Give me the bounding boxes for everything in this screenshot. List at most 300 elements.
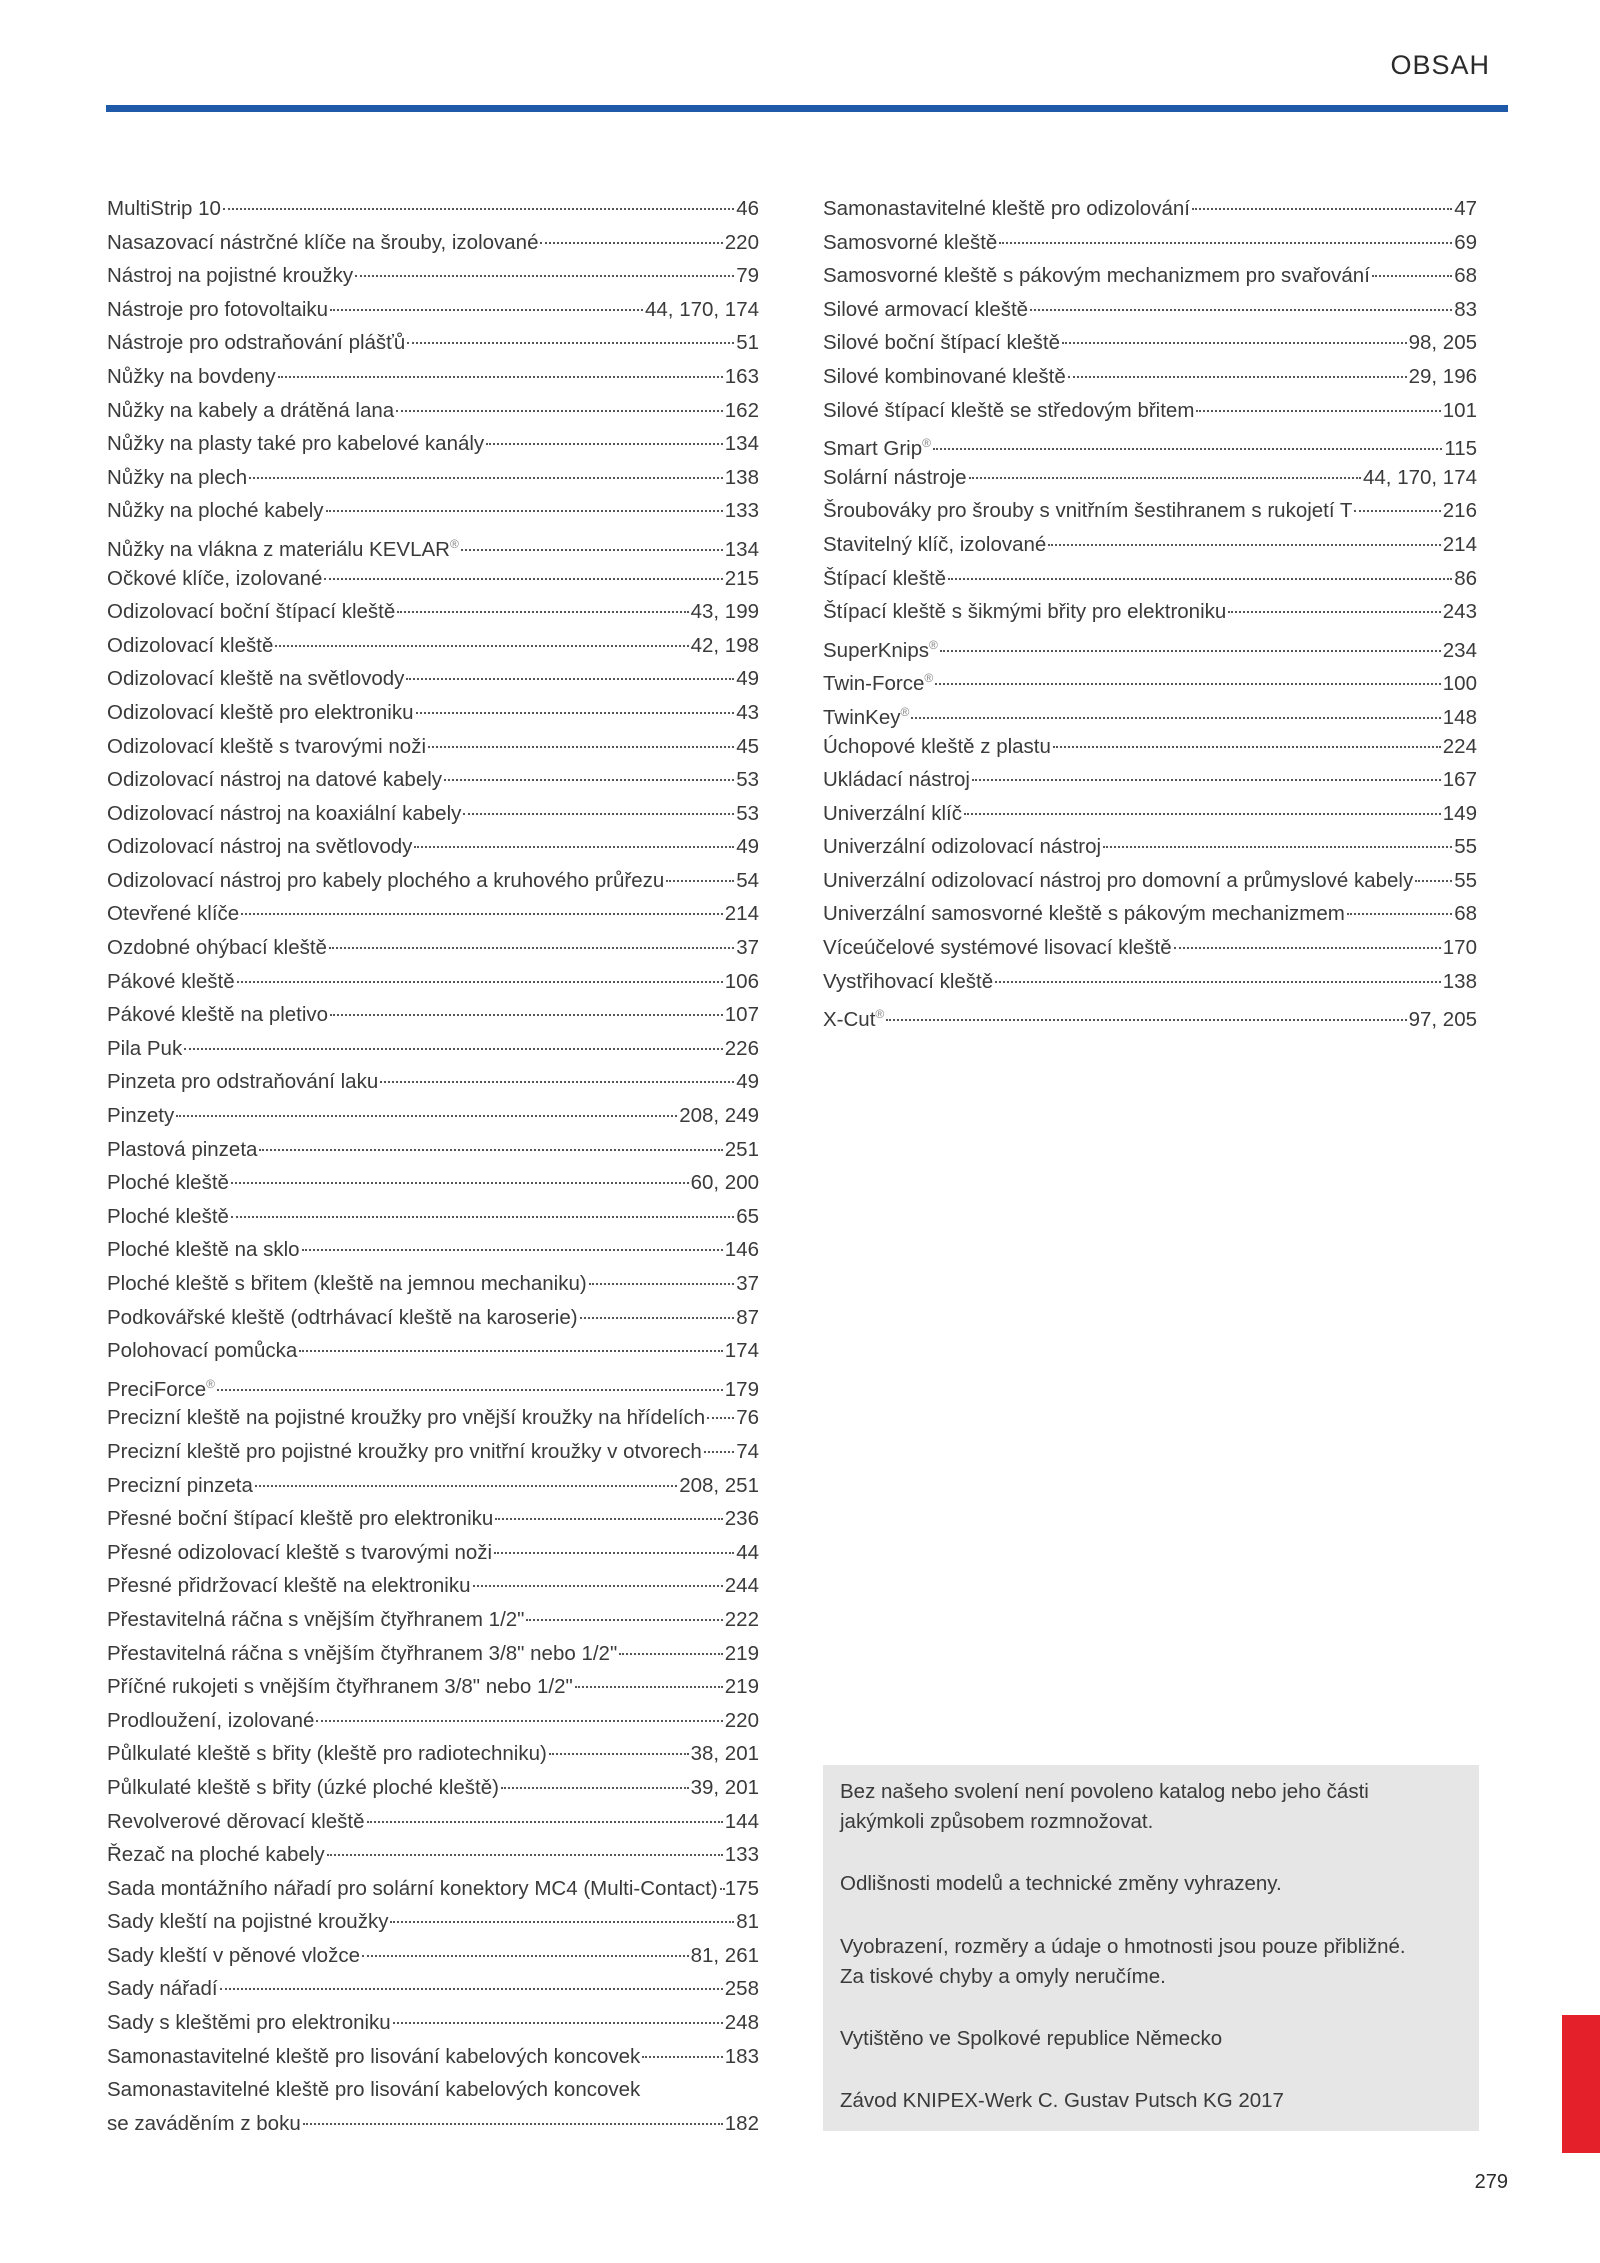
index-entry-label: Plastová pinzeta [107, 1137, 258, 1161]
section-tab-marker [1562, 2015, 1600, 2153]
index-entry-page: 162 [724, 398, 759, 422]
index-entry-label: Nůžky na ploché kabely [107, 499, 324, 523]
index-entry [823, 192, 1477, 226]
dot-leader [407, 342, 734, 344]
index-entry-page: 29, 196 [1408, 364, 1477, 388]
index-entry [823, 360, 1477, 394]
index-entry-page: 179 [724, 1377, 759, 1401]
index-entry-page: 44 [736, 1540, 759, 1564]
index-entry [107, 2073, 759, 2107]
index-entry-label: Odizolovací kleště na světlovody [107, 667, 405, 691]
index-entry-label: Univerzální samosvorné kleště s pákovým mechanizmem [823, 902, 1345, 926]
index-entry [107, 1838, 759, 1872]
index-entry [823, 394, 1477, 428]
index-entry [823, 595, 1477, 629]
index-entry [107, 1065, 759, 1099]
index-entry-label: Očkové klíče, izolované [107, 566, 323, 590]
dot-leader [355, 275, 734, 277]
header-accent-bar [106, 105, 1508, 112]
index-entry-label: Precizní kleště na pojistné kroužky pro vnější kroužky na hřídelích [107, 1406, 706, 1430]
index-entry-label: Stavitelný klíč, izolované [823, 532, 1047, 556]
dot-leader [237, 981, 723, 983]
index-entry-page: 138 [724, 465, 759, 489]
dot-leader [486, 443, 723, 445]
index-entry-label: Samosvorné kleště [823, 230, 998, 254]
dot-leader [642, 2056, 722, 2058]
index-entry-label: Ploché kleště [107, 1171, 229, 1195]
index-entry [107, 427, 759, 461]
dot-leader [1068, 376, 1407, 378]
index-entry [107, 1872, 759, 1906]
index-entry-page: 55 [1454, 868, 1477, 892]
dot-leader [329, 947, 734, 949]
index-entry-label: Precizní kleště pro pojistné kroužky pro vnitřní kroužky v otvorech [107, 1439, 702, 1463]
index-entry [107, 730, 759, 764]
dot-leader [495, 1518, 722, 1520]
notice-copyright-line-2: jakýmkoli způsobem rozmnožovat. [840, 1810, 1154, 1833]
dot-leader [406, 678, 734, 680]
dot-leader [367, 1821, 723, 1823]
dot-leader [217, 1389, 723, 1391]
index-entry [107, 1099, 759, 1133]
index-entry [107, 1569, 759, 1603]
dot-leader [666, 880, 734, 882]
dot-leader [176, 1115, 677, 1117]
registered-mark: ® [449, 536, 459, 551]
index-entry [107, 2107, 759, 2141]
index-entry-label: Prodloužení, izolované [107, 1708, 315, 1732]
index-entry-page: 44, 170, 174 [1363, 465, 1477, 489]
index-entry [107, 226, 759, 260]
index-entry-label: Nástroje pro fotovoltaiku [107, 297, 329, 321]
dot-leader [259, 1149, 722, 1151]
dot-leader [231, 1182, 689, 1184]
index-entry-label: Ukládací nástroj [823, 768, 970, 792]
index-entry-page: 244 [724, 1574, 759, 1598]
dot-leader [473, 1585, 723, 1587]
index-entry-page: 174 [724, 1339, 759, 1363]
index-entry-page: 224 [1442, 734, 1477, 758]
index-entry-page: 51 [736, 331, 759, 355]
index-entry-label: Přesné odizolovací kleště s tvarovými noži [107, 1540, 493, 1564]
index-entry [823, 998, 1477, 1032]
index-entry-label: Sady s kleštěmi pro elektroniku [107, 2011, 391, 2035]
dot-leader [972, 779, 1441, 781]
index-entry-page: 87 [736, 1305, 759, 1329]
index-entry-page: 183 [724, 2044, 759, 2068]
index-entry [107, 1603, 759, 1637]
index-entry-page: 243 [1442, 600, 1477, 624]
index-entry [823, 629, 1477, 663]
index-entry-page: 76 [736, 1406, 759, 1430]
index-entry-label: Silové armovací kleště [823, 297, 1029, 321]
notice-copyright-line-1: Bez našeho svolení není povoleno katalog nebo jeho části [840, 1780, 1369, 1803]
index-entry-label: Přestavitelná ráčna s vnějším čtyřhranem 3/8" nebo 1/2" [107, 1641, 618, 1665]
index-entry [107, 461, 759, 495]
index-entry-page: 42, 198 [690, 633, 759, 657]
index-entry [107, 1939, 759, 1973]
index-entry-label: Nůžky na bovdeny [107, 364, 276, 388]
index-entry [107, 1737, 759, 1771]
dot-leader [540, 242, 722, 244]
index-entry-label: Půlkulaté kleště s břity (kleště pro radiotechniku) [107, 1742, 547, 1766]
index-entry-page: 53 [736, 768, 759, 792]
index-entry-page: 115 [1444, 436, 1477, 460]
index-entry-label: Ozdobné ohýbací kleště [107, 936, 327, 960]
index-entry [107, 830, 759, 864]
index-entry-label: Univerzální odizolovací nástroj [823, 835, 1102, 859]
index-entry [823, 696, 1477, 730]
dot-leader [463, 813, 734, 815]
index-entry [107, 1637, 759, 1671]
index-entry [107, 629, 759, 663]
index-entry [107, 1401, 759, 1435]
index-entry-label: Precizní pinzeta [107, 1473, 253, 1497]
index-entry-page: 208, 249 [679, 1104, 759, 1128]
dot-leader [414, 846, 734, 848]
dot-leader [397, 611, 688, 613]
index-entry-page: 251 [724, 1137, 759, 1161]
index-entry-label: Odizolovací nástroj na světlovody [107, 835, 413, 859]
dot-leader [964, 813, 1441, 815]
index-entry [107, 1536, 759, 1570]
index-entry-page: 220 [724, 1708, 759, 1732]
index-entry-label: MultiStrip 10 [107, 197, 221, 220]
index-entry-page: 258 [724, 1977, 759, 2001]
index-entry [107, 1133, 759, 1167]
index-entry [107, 662, 759, 696]
index-entry-label: X-Cut® [823, 1007, 885, 1032]
index-entry [107, 1771, 759, 1805]
index-entry [107, 696, 759, 730]
dot-leader [1354, 510, 1440, 512]
index-entry [107, 595, 759, 629]
index-entry-page: 222 [724, 1607, 759, 1631]
index-entry-label: Solární nástroje [823, 465, 967, 489]
index-entry-label: Nůžky na vlákna z materiálu KEVLAR® [107, 536, 459, 561]
index-entry-page: 45 [736, 734, 759, 758]
index-entry-page: 49 [736, 835, 759, 859]
dot-leader [1048, 544, 1440, 546]
index-entry-page: 146 [724, 1238, 759, 1262]
index-entry-page: 208, 251 [679, 1473, 759, 1497]
index-entry [107, 1670, 759, 1704]
index-entry-label: Sada montážního nářadí pro solární konektory MC4 (Multi-Contact) [107, 1876, 718, 1900]
index-entry-label: Odizolovací kleště [107, 633, 274, 657]
dot-leader [1196, 410, 1440, 412]
dot-leader [1030, 309, 1452, 311]
dot-leader [303, 2123, 723, 2125]
dot-leader [416, 712, 735, 714]
dot-leader [241, 913, 723, 915]
index-entry-page: 216 [1442, 499, 1477, 523]
notice-approximate-line-2: Za tiskové chyby a omyly neručíme. [840, 1965, 1166, 1988]
dot-leader [933, 448, 1442, 450]
dot-leader [1053, 746, 1441, 748]
index-entry [107, 763, 759, 797]
index-entry-page: 101 [1442, 398, 1477, 422]
index-entry-page: 144 [724, 1809, 759, 1833]
index-entry [107, 1469, 759, 1503]
index-entry [107, 1905, 759, 1939]
index-entry-page: 219 [724, 1675, 759, 1699]
index-entry-label: Univerzální klíč [823, 801, 962, 825]
index-entry [107, 1233, 759, 1267]
index-entry-label: Ploché kleště na sklo [107, 1238, 300, 1262]
index-entry-label: PreciForce® [107, 1376, 215, 1401]
index-entry-page: 69 [1454, 230, 1477, 254]
index-entry [107, 1334, 759, 1368]
index-entry-label: Samonastavitelné kleště pro odizolování [823, 197, 1190, 220]
dot-leader [330, 309, 643, 311]
index-entry-page: 226 [724, 1036, 759, 1060]
dot-leader [969, 477, 1361, 479]
index-entry-page: 236 [724, 1507, 759, 1531]
dot-leader [302, 1249, 723, 1251]
registered-mark: ® [924, 671, 934, 686]
index-entry [107, 562, 759, 596]
index-entry-label: Revolverové děrovací kleště [107, 1809, 365, 1833]
index-entry-page: 39, 201 [690, 1775, 759, 1799]
index-entry-label: Příčné rukojeti s vnějším čtyřhranem 3/8" nebo 1/2" [107, 1675, 573, 1699]
index-entry-label: Podkovářské kleště (odtrhávací kleště na karoserie) [107, 1305, 578, 1329]
index-entry-label: Přesné přidržovací kleště na elektroniku [107, 1574, 471, 1598]
index-entry [107, 897, 759, 931]
index-entry-page: 43 [736, 700, 759, 724]
index-entry-page: 83 [1454, 297, 1477, 321]
index-entry-page: 49 [736, 1070, 759, 1094]
index-entry-label: Silové boční štípací kleště [823, 331, 1061, 355]
index-entry-label: Polohovací pomůcka [107, 1339, 298, 1363]
index-entry-label: Přesné boční štípací kleště pro elektroniku [107, 1507, 494, 1531]
index-entry [107, 326, 759, 360]
index-entry-label: Pákové kleště [107, 969, 235, 993]
dot-leader [494, 1552, 734, 1554]
index-entry [107, 965, 759, 999]
index-entry-page: 219 [724, 1641, 759, 1665]
index-entry [107, 259, 759, 293]
index-entry-page: 44, 170, 174 [645, 297, 759, 321]
index-entry-page: 167 [1442, 768, 1477, 792]
index-entry-label: Štípací kleště s šikmými břity pro elektroniku [823, 600, 1227, 624]
index-entry-page: 148 [1442, 705, 1477, 729]
index-entry [823, 797, 1477, 831]
index-entry-label: Odizolovací boční štípací kleště [107, 600, 396, 624]
index-entry [823, 965, 1477, 999]
registered-mark: ® [922, 436, 931, 451]
index-entry [107, 293, 759, 327]
dot-leader [589, 1283, 734, 1285]
index-entry [823, 494, 1477, 528]
index-entry-page: 37 [736, 936, 759, 960]
index-entry [107, 1972, 759, 2006]
index-entry [823, 461, 1477, 495]
index-entry [823, 226, 1477, 260]
index-entry-page: 97, 205 [1408, 1008, 1477, 1032]
index-entry-page: 53 [736, 801, 759, 825]
registered-mark: ® [206, 1376, 215, 1391]
index-entry-label: TwinKey® [823, 704, 910, 729]
dot-leader [184, 1048, 723, 1050]
index-entry-label: Úchopové kleště z plastu [823, 734, 1051, 758]
index-entry-label: SuperKnips® [823, 637, 938, 662]
legal-notice-box [823, 1765, 1479, 2131]
notice-printed-in: Vytištěno ve Spolkové republice Německo [840, 2027, 1223, 2050]
index-entry [823, 864, 1477, 898]
index-entry [107, 1704, 759, 1738]
index-entry-label: Vystřihovací kleště [823, 969, 994, 993]
index-entry-page: 215 [724, 566, 759, 590]
dot-leader [704, 1451, 734, 1453]
index-entry [823, 730, 1477, 764]
index-entry-page: 68 [1454, 264, 1477, 288]
index-entry-page: 55 [1454, 835, 1477, 859]
index-entry-page: 133 [724, 1843, 759, 1867]
index-entry [107, 192, 759, 226]
dot-leader [390, 1921, 734, 1923]
section-title: OBSAH [1390, 50, 1490, 80]
index-entry-page: 107 [724, 1003, 759, 1027]
index-entry [823, 326, 1477, 360]
index-entry-label: Otevřené klíče [107, 902, 240, 926]
index-entry [107, 931, 759, 965]
index-entry-label: Silové kombinované kleště [823, 364, 1066, 388]
dot-leader [278, 376, 723, 378]
index-entry-page: 43, 199 [690, 600, 759, 624]
dot-leader [249, 477, 723, 479]
index-entry-page: 81, 261 [690, 1943, 759, 1967]
index-column-left [107, 192, 759, 2140]
page-number: 279 [1474, 2171, 1508, 2193]
index-entry-label: Půlkulaté kleště s břity (úzké ploché kleště) [107, 1775, 499, 1799]
dot-leader [526, 1619, 722, 1621]
index-entry [107, 1502, 759, 1536]
dot-leader [461, 549, 723, 551]
index-entry-page: 220 [724, 230, 759, 254]
dot-leader [275, 645, 688, 647]
index-entry-page: 81 [736, 1910, 759, 1934]
notice-approximate-line-1: Vyobrazení, rozměry a údaje o hmotnosti jsou pouze přibližné. [840, 1935, 1406, 1958]
dot-leader [428, 746, 734, 748]
index-entry-label: Pákové kleště na pletivo [107, 1003, 329, 1027]
dot-leader [1062, 342, 1407, 344]
index-entry-page: 134 [724, 537, 759, 561]
index-entry-label: Pila Puk [107, 1036, 183, 1060]
dot-leader [707, 1417, 734, 1419]
index-entry [107, 1805, 759, 1839]
index-entry-label: Nasazovací nástrčné klíče na šrouby, izolované [107, 230, 539, 254]
index-entry [107, 1200, 759, 1234]
index-entry-label: Odizolovací kleště pro elektroniku [107, 700, 414, 724]
index-entry-label: Nástroj na pojistné kroužky [107, 264, 354, 288]
index-entry [107, 528, 759, 562]
index-entry [107, 2040, 759, 2074]
index-entry [823, 259, 1477, 293]
index-entry-page: 37 [736, 1272, 759, 1295]
index-entry-label: Odizolovací nástroj na koaxiální kabely [107, 801, 462, 825]
index-entry-page: 234 [1442, 638, 1477, 662]
dot-leader [380, 1081, 734, 1083]
index-entry [823, 931, 1477, 965]
index-entry-label: Šroubováky pro šrouby s vnitřním šestihranem s rukojetí T [823, 499, 1353, 523]
index-entry-page: 175 [724, 1876, 759, 1900]
notice-changes: Odlišnosti modelů a technické změny vyhrazeny. [840, 1872, 1282, 1895]
index-entry-page: 138 [1442, 969, 1477, 993]
dot-leader [316, 1720, 722, 1722]
dot-leader [326, 510, 723, 512]
dot-leader [886, 1019, 1406, 1021]
index-entry-label: Sady kleští na pojistné kroužky [107, 1910, 389, 1934]
registered-mark: ® [875, 1007, 885, 1022]
dot-leader [1228, 611, 1440, 613]
index-entry [107, 2006, 759, 2040]
dot-leader [255, 1485, 677, 1487]
index-entry [107, 1267, 759, 1301]
dot-leader [940, 650, 1441, 652]
dot-leader [1415, 880, 1452, 882]
index-entry-label: Sady nářadí [107, 1977, 218, 2001]
dot-leader [220, 1988, 723, 1990]
dot-leader [327, 1854, 723, 1856]
dot-leader [330, 1014, 723, 1016]
dot-leader [995, 981, 1441, 983]
index-entry-label: Nůžky na plech [107, 465, 248, 489]
dot-leader [444, 779, 734, 781]
index-entry-label: Štípací kleště [823, 566, 947, 590]
index-entry-label: Twin-Force® [823, 671, 934, 696]
dot-leader [1347, 913, 1452, 915]
dot-leader [1372, 275, 1452, 277]
index-entry-label: Přestavitelná ráčna s vnějším čtyřhranem 1/2" [107, 1607, 525, 1631]
dot-leader [619, 1653, 723, 1655]
dot-leader [580, 1317, 735, 1319]
index-entry-page: 106 [724, 969, 759, 993]
dot-leader [999, 242, 1452, 244]
index-entry [107, 494, 759, 528]
index-entry-page: 74 [736, 1439, 759, 1463]
dot-leader [393, 2022, 723, 2024]
index-entry [107, 1166, 759, 1200]
index-entry-page: 149 [1442, 801, 1477, 825]
index-entry-label: Odizolovací kleště s tvarovými noži [107, 734, 427, 758]
dot-leader [948, 578, 1452, 580]
index-entry-page: 134 [724, 432, 759, 456]
index-entry-label: Ploché kleště s břitem (kleště na jemnou mechaniku) [107, 1272, 587, 1295]
dot-leader [396, 410, 723, 412]
index-entry-label: Silové štípací kleště se středovým břitem [823, 398, 1195, 422]
dot-leader [1174, 947, 1441, 949]
index-entry-page: 79 [736, 264, 759, 288]
dot-leader [324, 578, 722, 580]
index-entry [107, 1368, 759, 1402]
index-entry [107, 1435, 759, 1469]
index-entry-page: 54 [736, 868, 759, 892]
index-entry-page: 60, 200 [690, 1171, 759, 1195]
dot-leader [549, 1753, 689, 1755]
index-entry-page: 182 [724, 2111, 759, 2135]
index-entry-page: 163 [724, 364, 759, 388]
index-entry-label: Pinzeta pro odstraňování laku [107, 1070, 379, 1094]
dot-leader [362, 1955, 689, 1957]
index-entry-label: Smart Grip® [823, 436, 931, 460]
dot-leader [231, 1216, 734, 1218]
index-entry-page: 65 [736, 1204, 759, 1228]
index-entry-label: Víceúčelové systémové lisovací kleště [823, 936, 1172, 960]
index-entry [823, 662, 1477, 696]
index-entry-page: 170 [1442, 936, 1477, 960]
dot-leader [299, 1350, 722, 1352]
index-entry-page: 98, 205 [1408, 331, 1477, 355]
